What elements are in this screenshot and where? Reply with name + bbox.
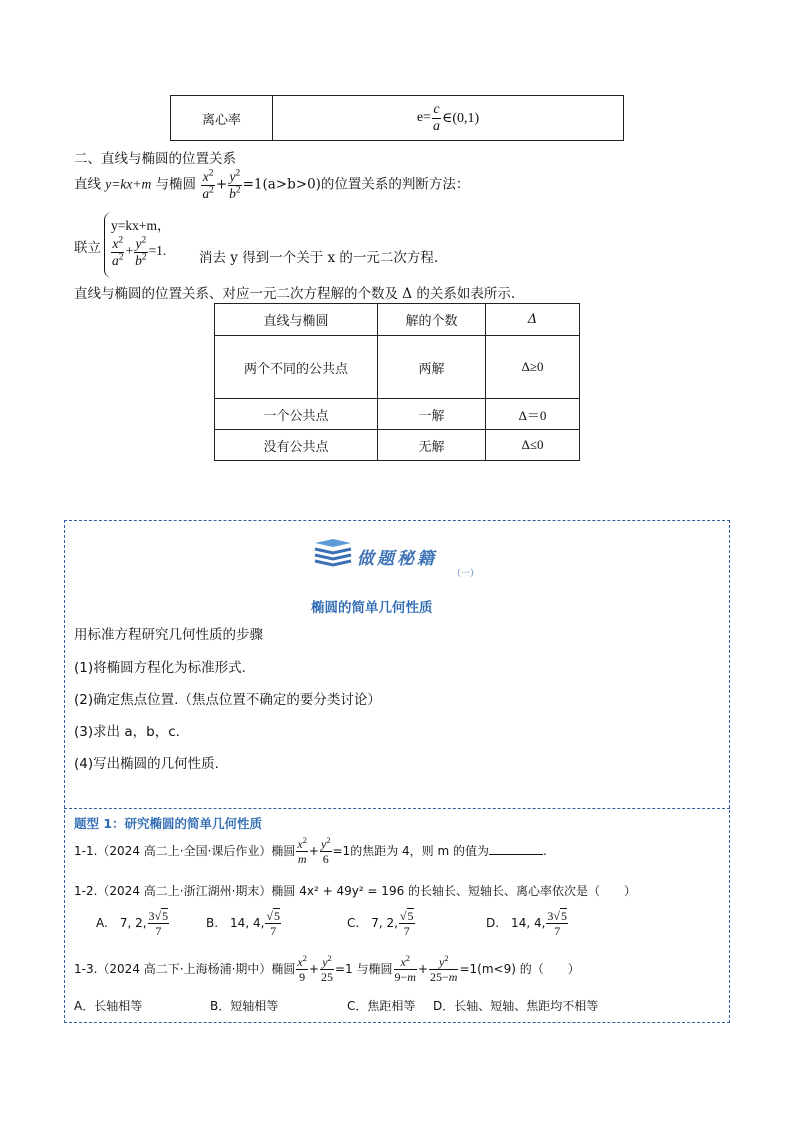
option-a[interactable]: A. 7, 2, $\frac{3√5}{7}$: [96, 909, 169, 938]
table-cell: 一解: [378, 399, 486, 430]
option-b[interactable]: B. 14, 4, $\frac{√5}{7}$: [206, 909, 280, 938]
system-row2: $\frac{x^2}{a^2}$ + $\frac{y^2}{b^2}$ =1.: [112, 235, 167, 268]
question-1-1: 1-1.（2024 高二上·全国·课后作业）椭圆 $\frac{x^2}{m}$ + $\frac{y^2}{6}$ =1的焦距为 4，则 m 的值为 .: [74, 836, 547, 866]
header-cell: 直线与椭圆: [215, 304, 378, 336]
system-tail: 消去 y 得到一个关于 x 的一元二次方程.: [199, 250, 439, 266]
system-row1: y=kx+m，: [111, 218, 171, 233]
section2-heading: 二、直线与椭圆的位置关系: [74, 151, 236, 167]
table-cell: Δ≤0: [486, 430, 580, 461]
step-item: (3)求出 a，b，c.: [74, 724, 180, 740]
summary-line: 直线与椭圆的位置关系、对应一元二次方程解的个数及 Δ 的关系如表所示.: [74, 286, 516, 302]
box-title: 椭圆的简单几何性质: [311, 600, 433, 616]
header-cell: 解的个数: [378, 304, 486, 336]
option-a[interactable]: A．长轴相等: [74, 999, 143, 1013]
type-title: 题型 1：研究椭圆的简单几何性质: [74, 816, 263, 831]
header-cell: Δ: [486, 304, 580, 336]
box-divider: [64, 808, 730, 809]
table-cell: 两解: [378, 336, 486, 399]
method-line: 直线 y=kx+m 与椭圆 $\frac{x^2}{a^2}$ + $\frac{y^2}{b^2}$ =1(a>b>0)的位置关系的判断方法：: [74, 168, 470, 201]
table-cell: Δ≥0: [486, 336, 580, 399]
answer-blank[interactable]: [489, 844, 543, 855]
step-item: (2)确定焦点位置.（焦点位置不确定的要分类讨论）: [74, 692, 381, 708]
table-cell: 无解: [378, 430, 486, 461]
option-b[interactable]: B．短轴相等: [210, 999, 279, 1013]
question-1-2: 1-2.（2024 高二上·浙江湖州·期末）椭圆 4x² + 49y² = 196 的长轴长、短轴长、离心率依次是（ ）: [74, 884, 637, 898]
box-intro: 用标准方程研究几何性质的步骤: [74, 627, 263, 643]
table-cell: Δ＝0: [486, 399, 580, 430]
option-c[interactable]: C. 7, 2, $\frac{√5}{7}$: [347, 909, 414, 938]
badge-title: 做题秘籍: [357, 549, 437, 569]
eccentricity-table: [170, 95, 624, 141]
step-item: (1)将椭圆方程化为标准形式.: [74, 660, 246, 676]
eccentricity-label: 离心率: [171, 96, 273, 140]
question-1-3: 1-3.（2024 高二下·上海杨浦·期中）椭圆 $\frac{x^2}{9}$ + $\frac{y^2}{25}$ =1 与椭圆 $\frac{x^2}{9-m}$ + $\frac{y^2}{25-m}$ =1(m<9) 的（ ）: [74, 954, 580, 984]
option-d[interactable]: D. 14, 4, $\frac{3√5}{7}$: [486, 909, 567, 938]
system-label: 联立: [74, 240, 101, 256]
eccentricity-formula: e= $\frac{c}{a}$ ∈(0,1): [416, 101, 480, 134]
badge-subtitle: （一）: [452, 569, 480, 579]
table-cell: 一个公共点: [215, 399, 378, 430]
table-cell: 没有公共点: [215, 430, 378, 461]
books-icon: [313, 537, 353, 573]
table-cell: 两个不同的公共点: [215, 336, 378, 399]
step-item: (4)写出椭圆的几何性质.: [74, 756, 219, 772]
position-table: [214, 303, 580, 461]
option-c[interactable]: C．焦距相等: [347, 999, 416, 1013]
option-d[interactable]: D．长轴、短轴、焦距均不相等: [433, 999, 599, 1013]
